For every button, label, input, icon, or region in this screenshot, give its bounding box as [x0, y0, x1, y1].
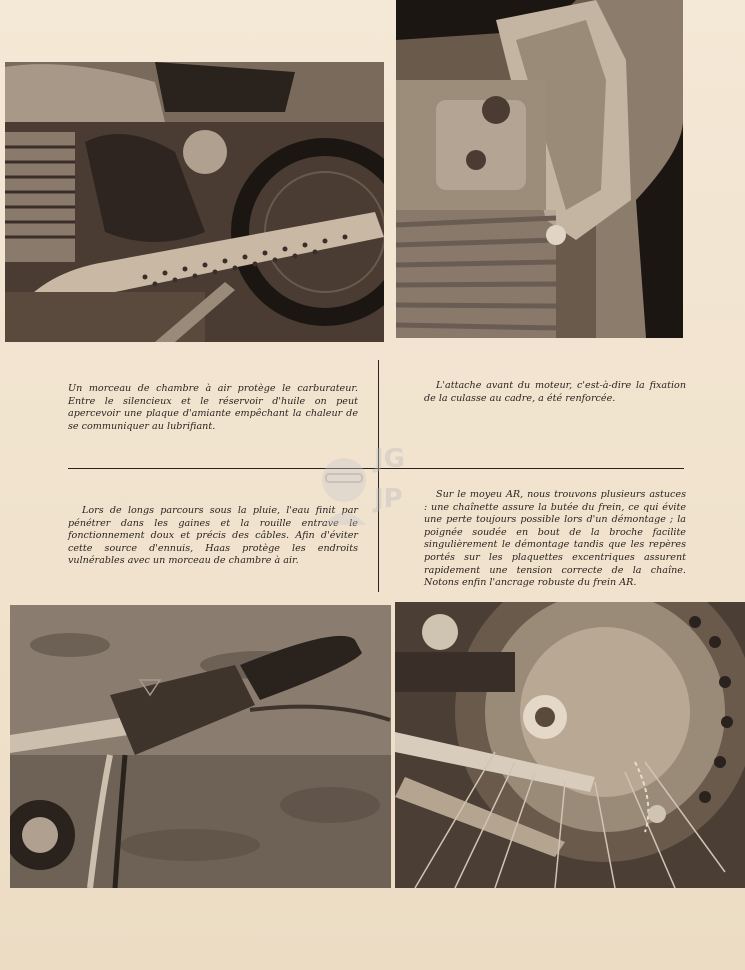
caption-cables: Lors de longs parcours sous la pluie, l'eau finit par pénétrer dans les gaines et la rouille entrave le fonctionnement doux et précis des câbles. Afin d'éviter cette source d'ennuis, Haas protège les endroits vulnérables avec un morceau de chambre à air.: [68, 505, 358, 567]
photo-carburetor-exhaust: [5, 62, 384, 342]
watermark-logo: [314, 440, 434, 525]
caption-engine-mount: L'attache avant du moteur, c'est-à-dire la fixation de la culasse au cadre, a été renforcée.: [424, 380, 686, 404]
photo-rear-hub: [395, 602, 745, 888]
watermark-text-jp: JP: [374, 484, 403, 514]
photo-engine-mount: [396, 0, 683, 338]
caption-rear-hub: Sur le moyeu AR, nous trouvons plusieurs astuces : une chaînette assure la butée du frein, ce qui évite une perte toujours possible lors d'un démontage ; la poignée soudée en bout de la broche facilite singulièrement le démontage tandis que les repères portés sur les plaquettes excentriques assurent rapidement une tension correcte de la chaîne. Notons enfin l'ancrage robuste du frein AR.: [424, 489, 686, 589]
photo-engine-mount-image: [396, 0, 683, 338]
photo-handlebar-grip: [10, 605, 391, 888]
photo-rear-hub-image: [395, 602, 745, 888]
watermark-text-jg: JG: [374, 444, 406, 474]
caption-carburetor: Un morceau de chambre à air protège le carburateur. Entre le silencieux et le réservoir d'huile on peut apercevoir une plaque d'amiante empêchant la chaleur de se communiquer au lubrifiant.: [68, 383, 358, 432]
photo-carburetor-image: [5, 62, 384, 342]
photo-handlebar-image: [10, 605, 391, 888]
